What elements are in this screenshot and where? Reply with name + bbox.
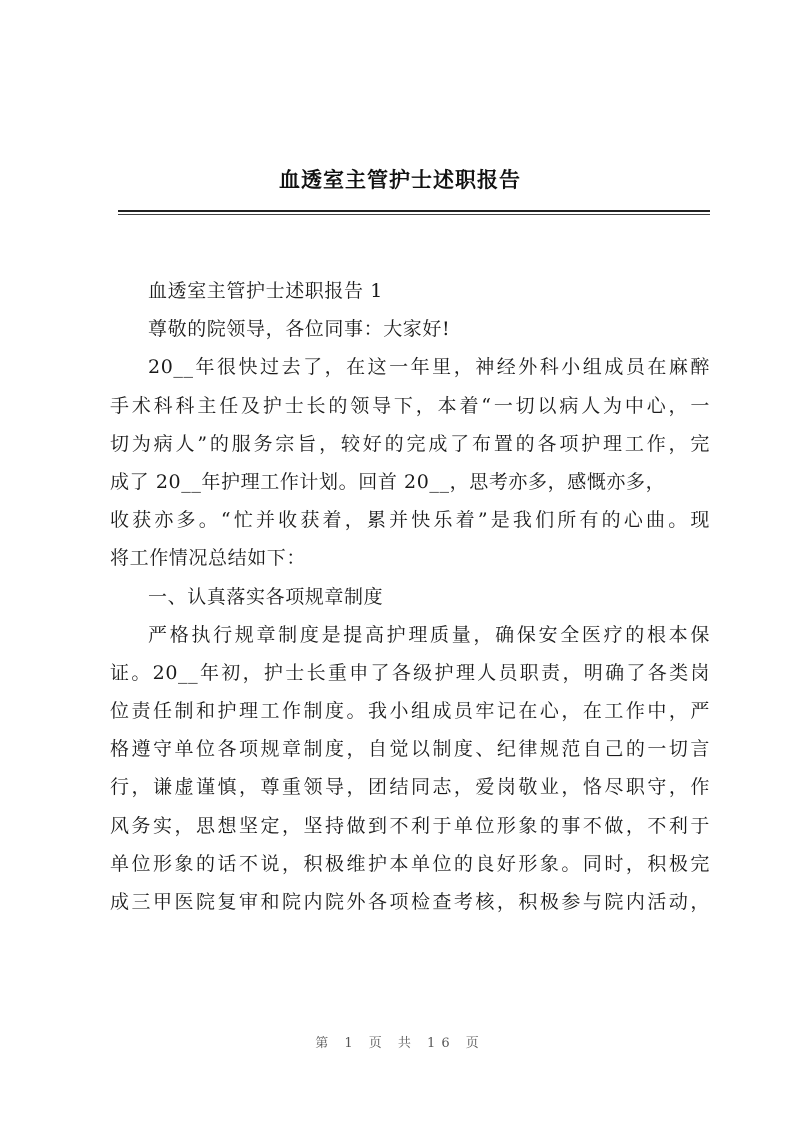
body-line: 切为病人”的服务宗旨，较好的完成了布置的各项护理工作，完 <box>110 432 710 455</box>
body-line: 风务实，思想坚定，坚持做到不利于单位形象的事不做，不利于 <box>110 814 710 837</box>
body-line: 手术科科主任及护士长的领导下，本着“一切以病人为中心，一 <box>110 394 710 417</box>
body-line: 证。20__年初，护士长重申了各级护理人员职责，明确了各类岗 <box>110 661 710 684</box>
body-line: 单位形象的话不说，积极维护本单位的良好形象。同时，积极完 <box>110 852 710 875</box>
body-line: 行，谦虚谨慎，尊重领导，团结同志，爱岗敬业，恪尽职守，作 <box>110 776 710 799</box>
title-divider-thin <box>118 214 710 215</box>
body-line: 一、认真落实各项规章制度 <box>148 585 384 608</box>
body-line: 严格执行规章制度是提高护理质量，确保安全医疗的根本保 <box>148 623 710 646</box>
title-divider <box>118 210 710 212</box>
page-footer: 第 1 页 共 16 页 <box>315 1036 485 1051</box>
body-line: 格遵守单位各项规章制度，自觉以制度、纪律规范自己的一切言 <box>110 738 710 761</box>
document-title: 血透室主管护士述职报告 <box>279 168 521 192</box>
document-body <box>110 272 710 921</box>
body-line: 收获亦多。“忙并收获着，累并快乐着”是我们所有的心曲。现 <box>110 509 710 532</box>
body-line: 将工作情况总结如下： <box>110 547 307 570</box>
body-line: 成三甲医院复审和院内院外各项检查考核，积极参与院内活动， <box>110 891 710 913</box>
body-line: 20__年很快过去了，在这一年里，神经外科小组成员在麻醉 <box>148 356 710 379</box>
body-line: 成了 20__年护理工作计划。回首 20__，思考亦多，感慨亦多， <box>110 470 666 493</box>
body-line: 血透室主管护士述职报告 1 <box>148 280 383 302</box>
body-line: 位责任制和护理工作制度。我小组成员牢记在心，在工作中，严 <box>110 700 710 723</box>
body-line: 尊敬的院领导，各位同事：大家好! <box>148 318 451 341</box>
